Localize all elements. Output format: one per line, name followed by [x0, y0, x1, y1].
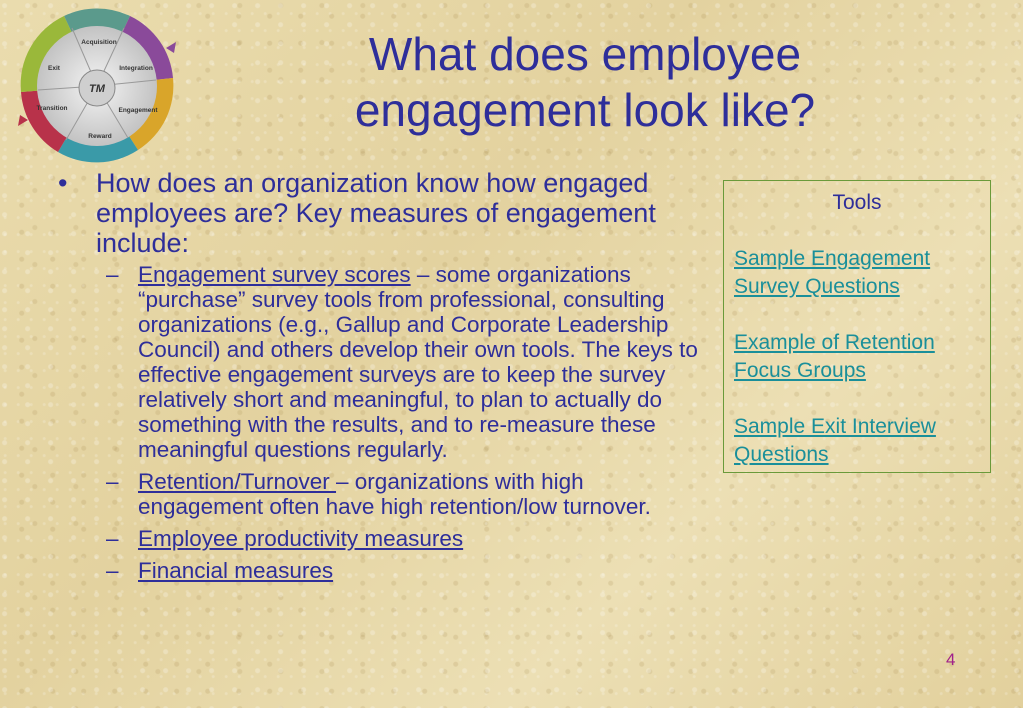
tools-box: [723, 180, 991, 473]
link-employee-productivity[interactable]: Employee productivity measures: [138, 526, 464, 551]
wheel-label-acquisition: Acquisition: [81, 39, 117, 46]
slide-title: [250, 26, 920, 138]
dash-symbol: –: [106, 469, 119, 494]
wheel-center-mark: TM: [89, 83, 105, 95]
main-bullet: [58, 168, 698, 258]
slide-title-line-2: engagement look like?: [354, 84, 816, 136]
link-sample-exit-interview[interactable]: Sample Exit Interview Questions: [734, 415, 936, 466]
dash-symbol: –: [106, 526, 119, 551]
list-item: [106, 469, 698, 519]
link-engagement-survey-scores[interactable]: Engagement survey scores: [138, 262, 411, 287]
link-retention-focus-groups[interactable]: Example of Retention Focus Groups: [734, 331, 935, 382]
dash-symbol: –: [106, 558, 119, 583]
wheel-label-engagement: Engagement: [118, 107, 158, 114]
tools-title: Tools: [832, 191, 882, 214]
lifecycle-wheel-logo: [8, 8, 186, 164]
link-sample-engagement-survey[interactable]: Sample Engagement Survey Questions: [734, 247, 931, 298]
dash-symbol: –: [106, 262, 119, 287]
link-retention-turnover[interactable]: Retention/Turnover: [138, 469, 337, 494]
measures-list: [106, 262, 698, 583]
list-item: [106, 262, 698, 462]
main-content: [58, 168, 698, 590]
wheel-label-reward: Reward: [88, 133, 112, 140]
wheel-label-transition: Transition: [36, 105, 68, 112]
wheel-label-exit: Exit: [48, 65, 60, 72]
list-item-text: – organizations with high engagement often have high retention/low turnover.: [138, 469, 651, 519]
slide-title-line-1: What does employee: [368, 28, 802, 80]
page-number: 4: [946, 650, 956, 669]
main-bullet-text: How does an organization know how engaged employees are? Key measures of engagement include:: [96, 168, 656, 258]
list-item-text: – some organizations “purchase” survey tools from professional, consulting organizations (e.g., Gallup and Corporate Leadership Council) and others develop their own tools. The keys to effective engagement surveys are to keep the survey relatively short and meaningful, to plan to actually do something with the results, and to re-measure these meaningful questions regularly.: [138, 262, 698, 462]
bullet-symbol: •: [58, 168, 68, 198]
link-financial-measures[interactable]: Financial measures: [138, 558, 334, 583]
wheel-label-integration: Integration: [119, 65, 153, 72]
list-item: [106, 526, 698, 551]
list-item: [106, 558, 698, 583]
